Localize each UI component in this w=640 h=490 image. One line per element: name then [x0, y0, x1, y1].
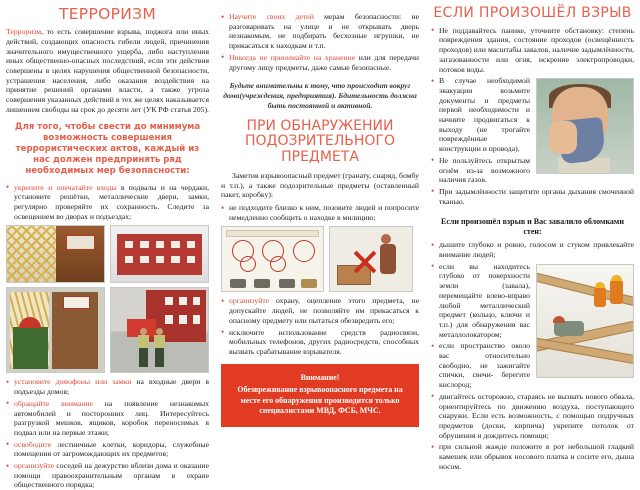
ied-signs-poster	[221, 226, 324, 292]
bullet-text: в подвалы и на чердаки, установите решётки, металлические двери, замки, регулярно проверяйте их сохранность. Следите за освещением во дворах и подъездах;	[14, 182, 210, 221]
bullet-text: Не поддавайтесь панике, уточните обстановку: степень повреждения здания, состояние проходов (освещённость проходов) или масштабы завалов, наличие задымлённости, загазованности или огня, искрение электропроводки, потоков воды.	[439, 25, 634, 74]
list-item	[431, 26, 634, 75]
person-head	[140, 328, 147, 335]
building-window	[171, 256, 180, 263]
circle-marker	[270, 256, 286, 272]
list-item	[431, 392, 634, 441]
explosion-section-title: ЕСЛИ ПРОИЗОШЁЛ ВЗРЫВ	[433, 5, 632, 21]
list-item	[221, 328, 419, 357]
bullet-lead: установите домофоны или замки	[14, 377, 132, 387]
list-item	[431, 262, 634, 340]
list-item	[6, 377, 209, 396]
security-measures-callout: Для того, чтобы свести до минимума возможность совершения террористических актов, каждый из нас должен предпринять ряд необходимых мер безопасности:	[14, 121, 201, 176]
bullet-text: на входные двери в подъезды домов;	[14, 377, 209, 397]
bullet-lead: организуйте	[14, 461, 55, 471]
list-item	[431, 156, 634, 185]
middle-figure-row	[221, 226, 419, 292]
list-item	[431, 442, 634, 471]
building-window	[125, 256, 134, 263]
building-window	[140, 241, 149, 248]
patrol-person	[138, 328, 149, 367]
building-window	[187, 241, 196, 248]
list-item	[6, 440, 209, 459]
bullet-text: Не пользуйтесь открытым огнём из-за возможного наличия газов.	[439, 155, 530, 185]
left-figure-row-1	[6, 225, 209, 283]
bullet-text: двигайтесь осторожно, стараясь не вызвать нового обвала, ориентируйтесь по движению воздуха, поступающего снаружи. Если есть возможность, с помощью подручных предметов (доски, кирпича) укрепите потолок от обрушения и дождитесь помощи;	[439, 391, 634, 440]
window-grille-part	[7, 226, 56, 282]
security-measures-list-part1	[6, 183, 209, 222]
list-item	[431, 187, 634, 206]
building-window	[140, 256, 149, 263]
circle-marker	[240, 256, 256, 272]
suspicious-object-title: ПРИ ОБНАРУЖЕНИИ ПОДОЗРИТЕЛЬНОГО ПРЕДМЕТА	[244, 117, 396, 165]
person-head	[156, 328, 163, 335]
attention-title: Внимание!	[300, 372, 340, 382]
suspicious-object-list-part2	[221, 296, 419, 356]
bullet-lead: освободите	[14, 439, 52, 449]
vigilance-note: Будьте внимательны к тому, что происходит вокруг дома(учреждения, предприятия). Бдительность должна быть постоянной и активной.	[223, 81, 417, 110]
device-thumbnail	[301, 279, 317, 288]
page-title-terrorism: ТЕРРОРИЗМ	[58, 5, 157, 23]
device-thumbnail	[254, 279, 270, 288]
building-window	[156, 256, 165, 263]
prohibition-x-icon	[351, 247, 379, 275]
sealed-door-part	[56, 226, 105, 282]
list-item	[221, 12, 419, 51]
building-window	[165, 315, 173, 323]
trapped-list-a	[431, 240, 634, 259]
bullet-lead: организуйте	[229, 296, 270, 306]
list-item	[6, 399, 209, 438]
poster-heading-band	[226, 230, 319, 237]
list-item	[221, 296, 419, 325]
explosion-actions-list-c	[431, 187, 634, 206]
left-column	[0, 4, 215, 490]
definition-body: , то есть совершение взрыва, поджога или иных действий, создающих опасность гибели людей, причинения значительного имущественного ущерба, либо наступления иных общественно-опасных последствий, если эти действия совершены в целях нарушения общественной безопасности, устрашения населения, либо оказания воздействия на принятие решений органами власти, а также угроза совершения указанных действий в тех же целях наказывается лишением свободы на срок до десяти лет (УК РФ статья 205).	[6, 27, 209, 114]
person-shirt	[154, 335, 165, 348]
list-item	[221, 53, 419, 72]
apartment-building-photo	[110, 225, 209, 283]
trapped-block	[431, 262, 634, 392]
suspicious-object-list-part1	[221, 203, 419, 222]
bullet-text: при сильной жажде положите в рот небольшой гладкий камешек или обрывок носового платка и сосите его, дыша носом.	[439, 442, 634, 471]
building-window	[125, 241, 134, 248]
device-thumbnail	[230, 279, 246, 288]
bullet-text: или для передачи другому лицу предметы, даже самые безопасные.	[229, 52, 419, 72]
worker-sealing-door-photo	[6, 287, 105, 373]
building-window	[179, 297, 187, 305]
explosion-actions-list-a	[431, 26, 634, 75]
person-head	[381, 234, 391, 244]
list-item	[431, 240, 634, 259]
building-window	[187, 256, 196, 263]
trapped-list-b	[431, 262, 634, 390]
bullet-text: соседей на дежурство вблизи дома и оказание помощи правоохранительным органам в охране общественного порядка;	[14, 461, 209, 490]
attention-text: Обезвреживание взрывоопасного предмета на месте его обнаружения производится только специалистами МВД, ФСБ, МЧС.	[237, 385, 403, 416]
building-window	[193, 297, 201, 305]
list-item	[6, 461, 209, 490]
person-shirt	[138, 335, 149, 348]
security-measures-list-part2	[6, 377, 209, 490]
bullet-lead: укрепите и опечатайте входы	[14, 182, 117, 192]
child-safety-list	[221, 12, 419, 72]
list-item	[221, 203, 419, 222]
worker-torso	[13, 327, 48, 369]
person-legs	[139, 348, 148, 367]
building-window	[179, 315, 187, 323]
left-figure-row-2	[6, 287, 209, 373]
bullet-lead: Никогда не принимайте на хранение	[229, 52, 356, 62]
building-window	[193, 315, 201, 323]
bullet-text: лестничные клетки, коридоры, служебные помещения от загромождающих их предметов;	[14, 439, 209, 459]
list-item	[431, 76, 634, 154]
bullet-text: мерам безопасности: не разговаривать на улице и не открывать дверь незнакомым, не подбирать бесхозные игрушки, не прикасаться к находкам и т.п.	[229, 12, 419, 51]
door-notice-sign	[63, 296, 90, 309]
bullet-text: исключите использование средств радиосвязи, мобильных телефонов, других радиосредств, способных вызвать срабатывание взрывателя.	[229, 327, 419, 356]
bullet-text: не подходите близко к ним, позовите людей и попросите немедленно сообщить о находке в милицию;	[229, 203, 419, 222]
patrol-near-building-photo	[110, 287, 209, 373]
list-item	[6, 183, 209, 222]
list-item	[431, 341, 634, 390]
bullet-text: дышите глубоко и ровно, голосом и стуком привлекайте внимание людей;	[439, 240, 634, 260]
explosion-actions-list-b	[431, 76, 634, 185]
suspicious-object-intro: Заметив взрывоопасный предмет (гранату, снаряд, бомбу и т.п.), а также подозрительные предметы (оставленный пакет, коробку):	[221, 170, 419, 200]
terrorism-definition	[6, 27, 209, 114]
middle-column	[215, 4, 425, 466]
device-thumbnail	[279, 279, 295, 288]
bullet-text: В случае необходимой эвакуации возьмите документы и предметы первой необходимости и начните продвигаться к выходу (не трогайте повреждённые конструкции и провода).	[439, 76, 530, 154]
trapped-list-c	[431, 392, 634, 472]
bullet-text: на появление незнакомых автомобилей и посторонних лиц. Интересуйтесь разгрузкой мешков, ящиков, коробок переносимых в подвал или на первые этажи;	[14, 398, 210, 437]
right-column	[425, 4, 640, 471]
building-window	[156, 241, 165, 248]
bullet-lead: обращайте внимание	[14, 398, 93, 408]
bullet-lead: Научите своих детей	[229, 12, 314, 21]
definition-lead-word: Терроризм	[6, 27, 42, 37]
bullet-text: если пространство около вас относительно свободно, не зажигайте спички, свечи- берегите кислород;	[439, 341, 530, 390]
bullet-text: охрану, оцепление этого предмета, не допускайте людей, не позволяйте им прикасаться к опасному предмету или пытаться обезвредить его;	[229, 296, 419, 325]
attention-block	[221, 364, 419, 427]
building-window	[165, 297, 173, 305]
top-spacer	[221, 4, 419, 12]
bullet-text: При задымлённости защитите органы дыхания смоченной тканью.	[439, 186, 634, 206]
trapped-subtitle: Если произошёл взрыв и Вас завалило обломками стен:	[441, 217, 624, 237]
person-legs	[155, 348, 164, 367]
patrol-person	[154, 328, 165, 367]
do-not-touch-package-photo	[329, 226, 413, 292]
circle-marker	[293, 240, 315, 262]
person-body	[380, 244, 396, 274]
explosion-evac-block	[431, 76, 634, 208]
grilles-and-sealed-door-photo	[6, 225, 105, 283]
bullet-text: если вы находитесь глубоко от поверхности земли (завала), перемещайте влево-вправо любой металлический предмет (кольцо, ключи и т.п.) для обнаружения вас металлолокатором;	[439, 261, 530, 339]
building-window	[171, 241, 180, 248]
